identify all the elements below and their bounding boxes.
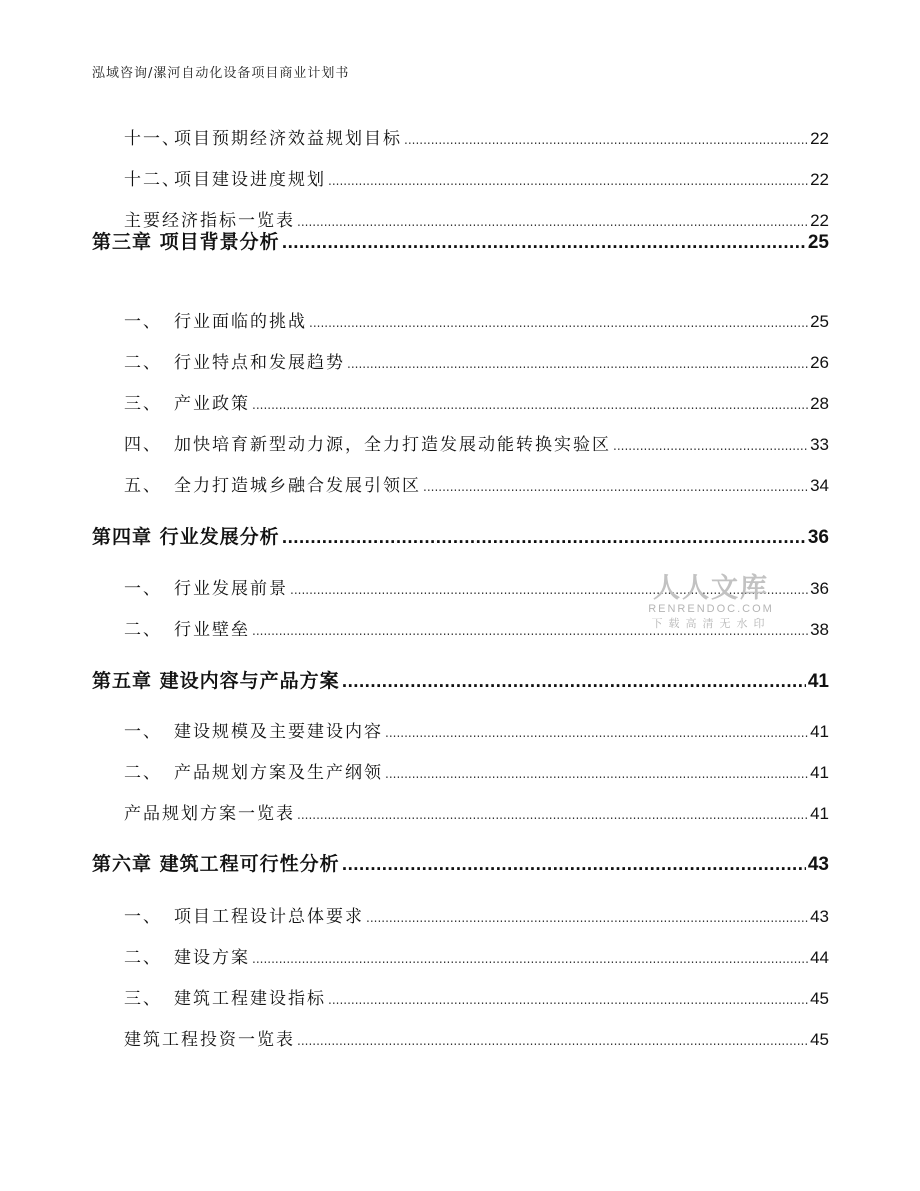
toc-entry[interactable]: [0, 615, 920, 639]
toc-entry-label: 二、 产品规划方案及生产纲领: [124, 758, 383, 783]
toc-page-number: 22: [810, 129, 829, 148]
toc-entry-number: 三、: [124, 394, 162, 414]
toc-page-number: 41: [810, 804, 829, 823]
toc-page-number: 43: [807, 854, 829, 875]
toc-page-number: 26: [810, 353, 829, 372]
watermark-subtitle: 下载高清无水印: [651, 617, 771, 630]
toc-leader-dots: [613, 439, 808, 453]
toc-leader-dots: [282, 529, 806, 547]
toc-entry-label: 二、 行业壁垒: [124, 615, 250, 640]
toc-entry-label: 一、 行业面临的挑战: [124, 307, 307, 332]
toc-page-number: 45: [810, 1030, 829, 1049]
toc-entry-number: 二、: [124, 763, 162, 783]
toc-entry[interactable]: [0, 430, 920, 454]
toc-leader-dots: [282, 234, 806, 252]
watermark-domain: RENRENDOC.COM: [648, 603, 774, 615]
toc-entry-label: 四、 加快培育新型动力源，全力打造发展动能转换实验区: [124, 430, 611, 455]
toc-page-number: 25: [807, 232, 829, 253]
toc-entry[interactable]: [0, 799, 920, 823]
toc-entry-number: 三、: [124, 989, 162, 1009]
toc-leader-dots: [342, 856, 806, 874]
toc-entry-number: 二、: [124, 353, 162, 373]
toc-page-number: 41: [810, 722, 829, 741]
toc-entry[interactable]: [0, 758, 920, 782]
toc-entry-label: 二、 建设方案: [124, 943, 250, 968]
toc-leader-dots: [385, 726, 808, 740]
toc-leader-dots: [252, 952, 808, 966]
toc-page-number: 41: [807, 671, 829, 692]
toc-chapter-label: 第四章 行业发展分析: [92, 526, 280, 548]
toc-entry-number: 十二、: [124, 170, 181, 190]
toc-entry[interactable]: [0, 471, 920, 495]
watermark-title: 人人文库: [653, 573, 769, 604]
toc-entry-number: 四、: [124, 435, 162, 455]
toc-entry[interactable]: [0, 1025, 920, 1049]
toc-entry-label: 十二、项目建设进度规划: [124, 165, 326, 190]
toc-entry-label: 产品规划方案一览表: [124, 804, 295, 824]
toc-chapter-label: 第六章 建筑工程可行性分析: [92, 853, 340, 875]
toc-chapter[interactable]: [0, 226, 920, 254]
watermark-logo: [646, 566, 776, 631]
toc-leader-dots: [342, 673, 806, 691]
toc-entry-number: 五、: [124, 476, 162, 496]
toc-entry-label: 一、 建设规模及主要建设内容: [124, 717, 383, 742]
toc-entry-number: 十一、: [124, 129, 181, 149]
toc-entry-label: 建筑工程投资一览表: [124, 1030, 295, 1050]
toc-entry[interactable]: [0, 348, 920, 372]
toc-entry-label: 三、 产业政策: [124, 389, 250, 414]
toc-page-number: 45: [810, 989, 829, 1008]
toc-chapter[interactable]: [0, 666, 920, 694]
toc-page-number: 33: [810, 435, 829, 454]
toc-leader-dots: [252, 398, 808, 412]
toc-entry-number: 一、: [124, 312, 162, 332]
toc-chapter[interactable]: [0, 522, 920, 550]
toc-leader-dots: [366, 911, 808, 925]
toc-leader-dots: [404, 133, 808, 147]
toc-entry[interactable]: [0, 574, 920, 598]
toc-leader-dots: [385, 767, 808, 781]
toc-page-number: 36: [810, 579, 829, 598]
toc-leader-dots: [309, 316, 808, 330]
toc-entry[interactable]: [0, 307, 920, 331]
toc-page-number: 38: [810, 620, 829, 639]
toc-leader-dots: [347, 357, 808, 371]
toc-leader-dots: [297, 1034, 808, 1048]
page-header: 泓域咨询/漯河自动化设备项目商业计划书: [92, 66, 350, 81]
toc-leader-dots: [423, 480, 808, 494]
toc-entry[interactable]: [0, 984, 920, 1008]
toc-entry-number: 二、: [124, 620, 162, 640]
toc-entry[interactable]: [0, 902, 920, 926]
toc-entry-label: 主要经济指标一览表: [124, 211, 295, 231]
toc-entry-number: 二、: [124, 948, 162, 968]
toc-page-number: 41: [810, 763, 829, 782]
toc-leader-dots: [297, 808, 808, 822]
toc-entry-label: 一、 项目工程设计总体要求: [124, 902, 364, 927]
toc-entry-number: 一、: [124, 722, 162, 742]
toc-entry[interactable]: [0, 165, 920, 189]
toc-chapter-label: 第五章 建设内容与产品方案: [92, 670, 340, 692]
toc-entry-label: 三、 建筑工程建设指标: [124, 984, 326, 1009]
toc-entry[interactable]: [0, 389, 920, 413]
toc-page-number: 44: [810, 948, 829, 967]
toc-page-number: 28: [810, 394, 829, 413]
toc-entry-label: 二、 行业特点和发展趋势: [124, 348, 345, 373]
toc-page-number: 25: [810, 312, 829, 331]
toc-entry-number: 一、: [124, 907, 162, 927]
toc-chapter[interactable]: [0, 849, 920, 877]
toc-page-number: 22: [810, 170, 829, 189]
toc-leader-dots: [328, 174, 808, 188]
toc-entry-number: 一、: [124, 579, 162, 599]
toc-entry[interactable]: [0, 943, 920, 967]
toc-chapter-label: 第三章 项目背景分析: [92, 231, 280, 253]
toc-entry-label: 五、 全力打造城乡融合发展引领区: [124, 471, 421, 496]
toc-leader-dots: [328, 993, 808, 1007]
toc-page-number: 43: [810, 907, 829, 926]
toc-entry[interactable]: [0, 124, 920, 148]
toc-entry-label: 一、 行业发展前景: [124, 574, 288, 599]
toc-page-number: 34: [810, 476, 829, 495]
toc-entry[interactable]: [0, 717, 920, 741]
toc-entry-label: 十一、项目预期经济效益规划目标: [124, 124, 402, 149]
toc-page-number: 36: [807, 527, 829, 548]
toc-page-number: 22: [810, 211, 829, 230]
